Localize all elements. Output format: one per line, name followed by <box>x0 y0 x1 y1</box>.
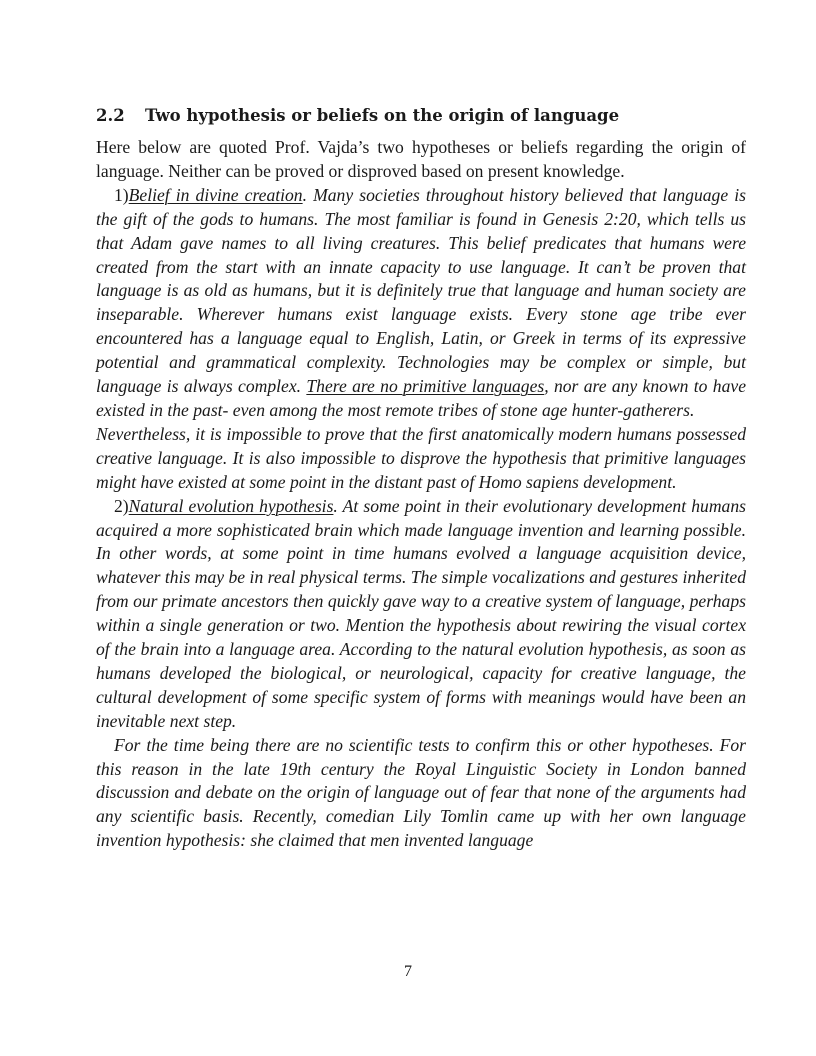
term-natural-evolution: Natural evolution hypothesis <box>128 495 334 516</box>
item-marker-2: 2) <box>114 495 129 516</box>
section-number: 2.2 <box>96 106 125 125</box>
body-text <box>96 136 746 853</box>
divine-creation-paragraph <box>96 184 746 423</box>
intro-paragraph: Here below are quoted Prof. Vajda’s two hypotheses or beliefs regarding the origin of language. Neither can be proved or disproved based on present knowledge. <box>96 137 746 181</box>
underlined-no-primitive-languages: There are no primitive languages <box>306 376 545 397</box>
section-heading <box>96 104 746 128</box>
page-number: 7 <box>404 963 412 980</box>
divine-creation-continuation: Nevertheless, it is impossible to prove that the first anatomically modern humans possessed creative language. It is also impossible to disprove the hypothesis that primitive languages might have existed at some point in the distant past of Homo sapiens development. <box>96 423 746 492</box>
divine-creation-text: . Many societies throughout history believed that language is the gift of the gods to humans. The most familiar is found in Genesis 2:20, which tells us that Adam gave names to all living creatures. This belief predicates that humans were created from the start with an innate capacity to use language. It can’t be proven that language is as old as humans, but it is definitely true that language and human society are inseparable. Wherever humans exist language exists. Every stone age tribe ever encountered has a language equal to English, Latin, or Greek in terms of its expressive potential and grammatical complexity. Technologies may be complex or simple, but language is always complex. <box>96 184 746 397</box>
page-content <box>96 104 746 853</box>
natural-evolution-paragraph <box>96 495 746 734</box>
divine-creation-text-end: , nor are any known to have existed in the past- even among the most remote tribes of stone age hunter-gatherers. <box>96 376 746 420</box>
natural-evolution-text: . At some point in their evolutionary development humans acquired a more sophisticated brain which made language invention and learning possible. In other words, at some point in time humans evolved a language acquisition device, whatever this may be in real physical terms. The simple vocalizations and gestures inherited from our primate ancestors then quickly gave way to a creative system of language, perhaps within a single generation or two. Mention the hypothesis about rewiring the visual cortex of the brain into a language area. According to the natural evolution hypothesis, as soon as humans developed the biological, or neurological, capacity for creative language, the cultural development of some specific system of forms with meanings would have been an inevitable next step. <box>96 495 746 731</box>
section-title: Two hypothesis or beliefs on the origin of language <box>145 106 620 125</box>
term-divine-creation: Belief in divine creation <box>128 184 303 205</box>
item-marker-1: 1) <box>114 184 129 205</box>
closing-paragraph: For the time being there are no scientific tests to confirm this or other hypotheses. For this reason in the late 19th century the Royal Linguistic Society in London banned discussion and debate on the origin of language out of fear that none of the arguments had any scientific basis. Recently, comedian Lily Tomlin came up with her own language invention hypothesis: she claimed that men invented language <box>96 734 746 851</box>
